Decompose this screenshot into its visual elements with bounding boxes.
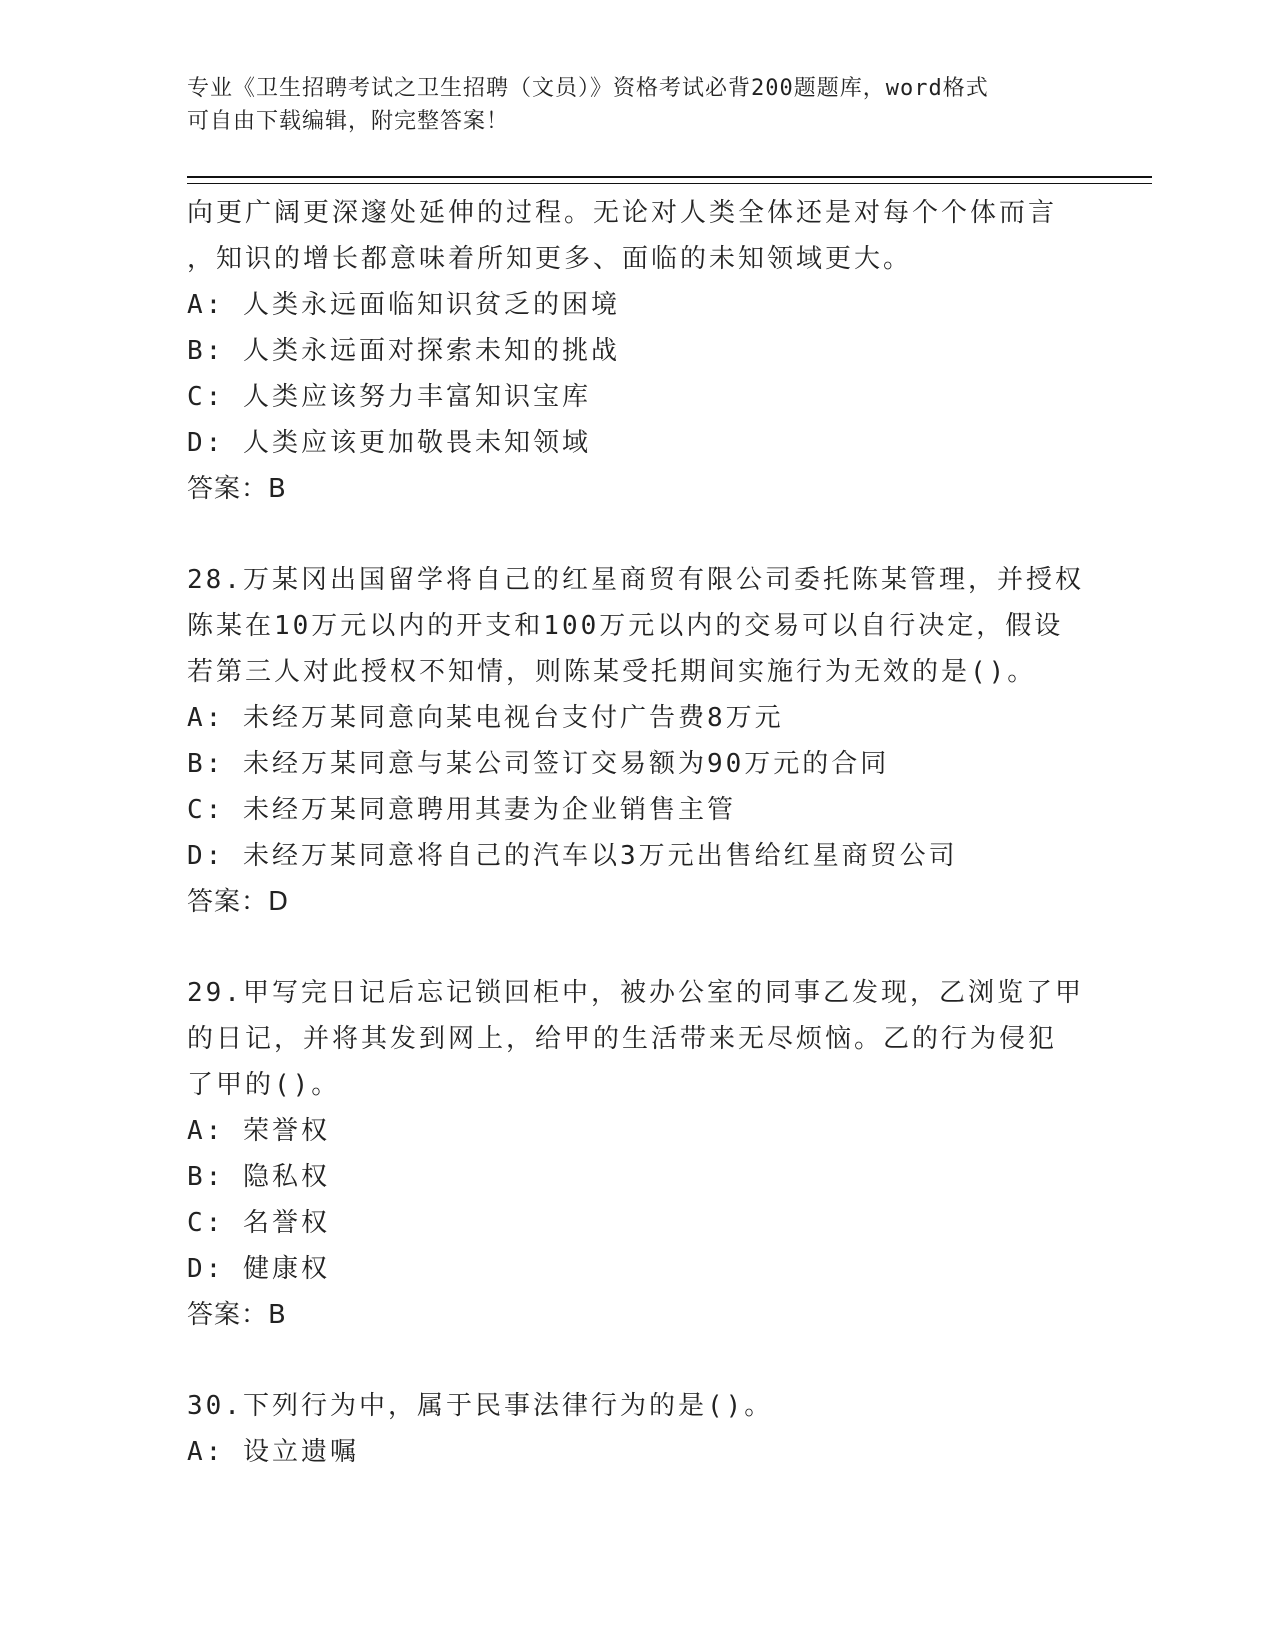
option-d: D: 健康权	[187, 1254, 330, 1284]
option-a: A: 未经万某同意向某电视台支付广告费8万元	[187, 703, 784, 733]
question-28	[187, 557, 1087, 925]
question-30	[187, 1383, 1087, 1475]
option-c: C: 名誉权	[187, 1208, 330, 1238]
option-a: A: 人类永远面临知识贫乏的困境	[187, 290, 620, 320]
header-divider-thick	[187, 176, 1152, 178]
option-a: A: 设立遗嘱	[187, 1437, 359, 1467]
question-text-line: 29.甲写完日记后忘记锁回柜中，被办公室的同事乙发现，乙浏览了甲	[187, 978, 1084, 1008]
question-text-line: 若第三人对此授权不知情，则陈某受托期间实施行为无效的是()。	[187, 657, 1037, 687]
option-b: B: 未经万某同意与某公司签订交易额为90万元的合同	[187, 749, 890, 779]
answer-label: 答案：B	[187, 1300, 287, 1330]
header-title-line-2: 可自由下载编辑，附完整答案！	[187, 109, 510, 134]
header-divider-thin	[187, 183, 1152, 184]
question-list	[187, 190, 1087, 1475]
spacer	[187, 925, 1087, 970]
option-a: A: 荣誉权	[187, 1116, 330, 1146]
header-title-line-1: 专业《卫生招聘考试之卫生招聘（文员）》资格考试必背200题题库，word格式	[187, 76, 989, 101]
question-text-line: ，知识的增长都意味着所知更多、面临的未知领域更大。	[187, 244, 913, 274]
question-text-line: 了甲的()。	[187, 1070, 341, 1100]
question-text-line: 向更广阔更深邃处延伸的过程。无论对人类全体还是对每个个体而言	[187, 198, 1058, 228]
answer-label: 答案：B	[187, 474, 287, 504]
option-d: D: 人类应该更加敬畏未知领域	[187, 428, 591, 458]
question-text-line: 陈某在10万元以内的开支和100万元以内的交易可以自行决定，假设	[187, 611, 1064, 641]
option-c: C: 人类应该努力丰富知识宝库	[187, 382, 591, 412]
spacer	[187, 1338, 1087, 1383]
question-27-continuation	[187, 190, 1087, 512]
question-text-line: 28.万某冈出国留学将自己的红星商贸有限公司委托陈某管理，并授权	[187, 565, 1084, 595]
option-c: C: 未经万某同意聘用其妻为企业销售主管	[187, 795, 736, 825]
question-29	[187, 970, 1087, 1338]
option-b: B: 人类永远面对探索未知的挑战	[187, 336, 620, 366]
question-text-line: 30.下列行为中，属于民事法律行为的是()。	[187, 1391, 774, 1421]
document-header	[187, 72, 1067, 138]
spacer	[187, 512, 1087, 557]
answer-label: 答案：D	[187, 887, 290, 917]
option-b: B: 隐私权	[187, 1162, 330, 1192]
option-d: D: 未经万某同意将自己的汽车以3万元出售给红星商贸公司	[187, 841, 958, 871]
question-text-line: 的日记，并将其发到网上，给甲的生活带来无尽烦恼。乙的行为侵犯	[187, 1024, 1058, 1054]
